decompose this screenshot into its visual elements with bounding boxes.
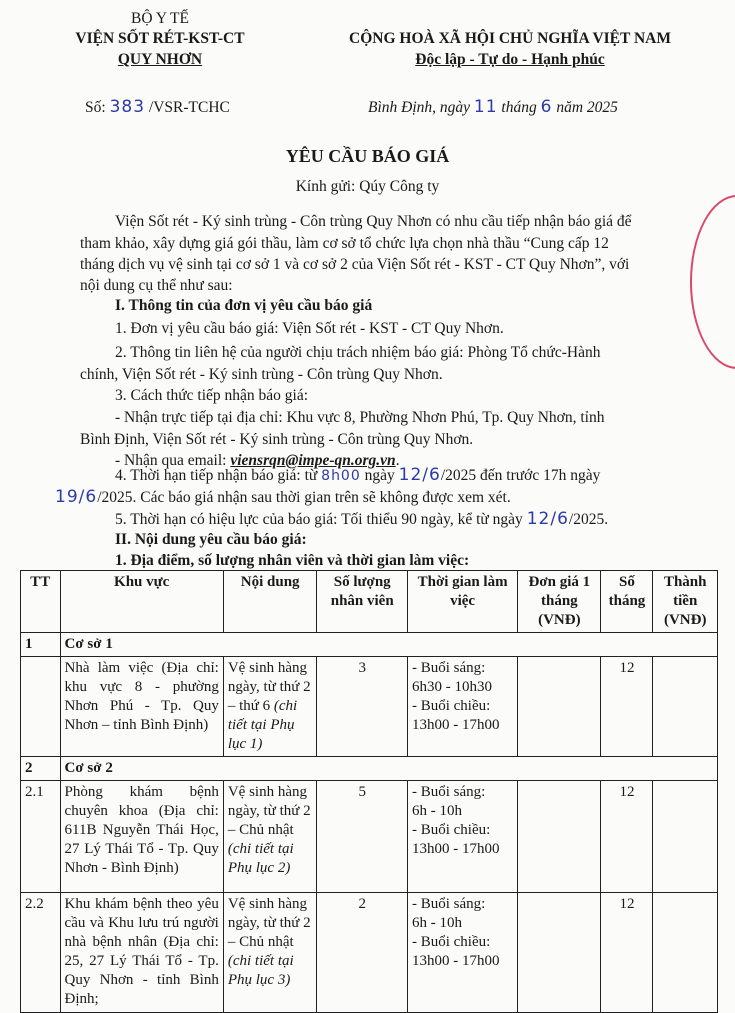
- ministry-name: BỘ Y TẾ: [131, 10, 189, 27]
- header-tt: TT: [21, 571, 61, 633]
- section-1-item-2b: chính, Viện Sốt rét - Ký sinh trùng - Côn trùng Quy Nhơn.: [80, 366, 443, 383]
- email-end: .: [395, 452, 400, 469]
- section-2-heading: II. Nội dung yêu cầu báo giá:: [115, 531, 307, 548]
- cell-total: [653, 781, 718, 893]
- header-content: Nội dung: [223, 571, 317, 633]
- cell-price: [518, 657, 601, 757]
- section-2-sub-1: 1. Địa điểm, số lượng nhân viên và thời gian làm việc:: [115, 552, 470, 569]
- group-name: Cơ sở 2: [60, 757, 717, 781]
- cell-content: [223, 893, 317, 1013]
- cell-area: Phòng khám bệnh chuyên khoa (Địa chỉ: 611B Nguyễn Thái Học, 27 Lý Thái Tổ - Tp. Quy Nhơn - Bình Định): [60, 781, 223, 893]
- table-row: [21, 781, 718, 893]
- date-text-2: tháng: [501, 99, 537, 116]
- section-1-heading: I. Thông tin của đơn vị yêu cầu báo giá: [115, 297, 373, 314]
- section-1-item-4: [115, 465, 600, 485]
- service-table: [20, 570, 718, 1013]
- cell-content: [223, 657, 317, 757]
- document-number: [85, 97, 230, 117]
- ref-prefix: Số:: [85, 99, 106, 116]
- table-row: [21, 893, 718, 1013]
- group-name: Cơ sở 1: [60, 633, 717, 657]
- country-name: CỘNG HOÀ XÃ HỘI CHỦ NGHĨA VIỆT NAM: [349, 30, 671, 47]
- header-staff: Số lượng nhân viên: [317, 571, 408, 633]
- institute-name: VIỆN SỐT RÉT-KST-CT: [75, 30, 245, 47]
- cell-time: [407, 657, 517, 757]
- red-stamp-edge: [690, 195, 735, 369]
- time-line: - Buổi sáng:: [411, 784, 486, 800]
- time-line: - Buổi sáng:: [411, 896, 486, 912]
- email-link[interactable]: viensrqn@impe-qn.org.vn: [230, 452, 396, 469]
- motto-text: Độc lập - Tự do - Hạnh phúc: [415, 51, 605, 68]
- time-line: 13h00 - 17h00: [411, 953, 500, 969]
- intro-line-2: tham khảo, xây dựng giá gói thầu, làm cơ sở tổ chức lựa chọn nhà thầu “Cung cấp 12: [80, 235, 609, 252]
- item5-month: 6: [557, 509, 569, 529]
- ref-number: 383: [109, 97, 146, 117]
- cell-months: 12: [601, 657, 653, 757]
- date-text-3: năm 2025: [556, 99, 618, 116]
- cell-area: Nhà làm việc (Địa chỉ: khu vực 8 - phường Nhơn Phú - Tp. Quy Nhơn – tỉnh Bình Định): [60, 657, 223, 757]
- cell-time: [407, 781, 517, 893]
- item4-day: 12: [398, 465, 423, 485]
- motto: [305, 51, 715, 69]
- cell-tt: 2.2: [21, 893, 61, 1013]
- item4-text-c: /2025 đến trước 17h ngày: [440, 467, 601, 484]
- item4-text-a: 4. Thời hạn tiếp nhận báo giá: từ: [115, 467, 318, 484]
- ref-suffix: /VSR-TCHC: [148, 99, 230, 116]
- time-line: - Buổi chiều:: [411, 822, 491, 838]
- cell-time: [407, 893, 517, 1013]
- item4-month-2: 6: [85, 487, 98, 507]
- group-tt: 1: [21, 633, 61, 657]
- group-tt: 2: [21, 757, 61, 781]
- cell-staff: 2: [317, 893, 408, 1013]
- time-line: 13h00 - 17h00: [411, 717, 500, 733]
- content-text: Vệ sinh hàng ngày, từ thứ 2 – Chủ nhật: [227, 784, 311, 838]
- content-note: (chi tiết tại Phụ lục 2): [227, 841, 294, 876]
- section-1-item-3: 3. Cách thức tiếp nhận báo giá:: [115, 387, 309, 404]
- cell-area: Khu khám bệnh theo yêu cầu và Khu lưu trú người nhà bệnh nhân (Địa chỉ: 25, 27 Lý Thái Tổ - Tp. Quy Nhơn - tỉnh Bình Định;: [60, 893, 223, 1013]
- header-area: Khu vực: [60, 571, 223, 633]
- item5-day: 12: [526, 509, 551, 529]
- intro-line-1: Viện Sốt rét - Ký sinh trùng - Côn trùng Quy Nhơn có nhu cầu tiếp nhận báo giá để: [115, 213, 632, 230]
- content-text: Vệ sinh hàng ngày, từ thứ 2 – thứ 6: [227, 660, 311, 714]
- header-price: Đơn giá 1 tháng (VNĐ): [518, 571, 601, 633]
- time-line: 13h00 - 17h00: [411, 841, 500, 857]
- table-row: [21, 657, 718, 757]
- issue-date: [368, 97, 618, 117]
- header-time: Thời gian làm việc: [407, 571, 517, 633]
- time-line: - Buổi chiều:: [411, 698, 491, 714]
- section-1-item-1: 1. Đơn vị yêu cầu báo giá: Viện Sốt rét - KST - CT Quy Nhơn.: [115, 320, 504, 337]
- section-1-item-4-cont: [55, 487, 511, 507]
- document-title: YÊU CẦU BÁO GIÁ: [285, 146, 450, 166]
- content-note: (chi tiết tại Phụ lục 3): [227, 953, 294, 988]
- time-line: - Buổi chiều:: [411, 934, 491, 950]
- time-line: 6h30 - 10h30: [411, 679, 492, 695]
- institute-city: [50, 51, 270, 69]
- content-note: (chi tiết tại Phụ lục 1): [227, 698, 298, 752]
- item4-text-d: /2025. Các báo giá nhận sau thời gian trên sẽ không được xem xét.: [97, 489, 511, 506]
- cell-staff: 3: [317, 657, 408, 757]
- date-day: 11: [473, 97, 498, 117]
- section-1-item-3a-2: Bình Định, Viện Sốt rét - Ký sinh trùng - Côn trùng Quy Nhơn.: [80, 431, 474, 448]
- header-total: Thành tiền (VNĐ): [653, 571, 718, 633]
- section-1-item-5: [115, 509, 608, 529]
- item5-sep: /: [550, 509, 558, 529]
- item4-text-b: ngày: [364, 467, 395, 484]
- time-line: - Buổi sáng:: [411, 660, 486, 676]
- cell-tt: 2.1: [21, 781, 61, 893]
- item4-month: 6: [429, 465, 441, 485]
- item4-day-2: 19: [55, 487, 79, 507]
- institute-city-text: QUY NHƠN: [117, 51, 203, 68]
- time-line: 6h - 10h: [411, 803, 462, 819]
- cell-price: [518, 781, 601, 893]
- intro-line-4: nội dung cụ thể như sau:: [80, 277, 233, 294]
- email-label: - Nhận qua email:: [115, 452, 227, 469]
- cell-months: 12: [601, 781, 653, 893]
- table-group-row: [21, 757, 718, 781]
- cell-content: [223, 781, 317, 893]
- item4-time: 8h00: [321, 468, 361, 484]
- cell-staff: 5: [317, 781, 408, 893]
- cell-tt: [21, 657, 61, 757]
- section-1-item-2a: 2. Thông tin liên hệ của người chịu trách nhiệm báo giá: Phòng Tổ chức-Hành: [115, 344, 601, 361]
- item5-text-a: 5. Thời hạn có hiệu lực của báo giá: Tối thiểu 90 ngày, kể từ ngày: [115, 511, 523, 528]
- date-text-1: Bình Định, ngày: [368, 99, 471, 116]
- greeting: Kính gửi: Qúy Công ty: [295, 178, 440, 195]
- cell-months: 12: [601, 893, 653, 1013]
- item4-sep-2: /: [78, 487, 86, 507]
- item4-sep: /: [422, 465, 430, 485]
- cell-total: [653, 657, 718, 757]
- time-line: 6h - 10h: [411, 915, 462, 931]
- cell-total: [653, 893, 718, 1013]
- content-text: Vệ sinh hàng ngày, từ thứ 2 – Chủ nhật: [227, 896, 311, 950]
- date-month: 6: [540, 97, 553, 117]
- section-1-item-3a-1: - Nhận trực tiếp tại địa chỉ: Khu vực 8, Phường Nhơn Phú, Tp. Quy Nhơn, tỉnh: [115, 409, 605, 426]
- table-header-row: [21, 571, 718, 633]
- intro-line-3: tháng dịch vụ vệ sinh tại cơ sở 1 và cơ sở 2 của Viện Sốt rét - KST - CT Quy Nhơn”, với: [80, 256, 630, 273]
- item5-text-b: /2025.: [568, 511, 609, 528]
- cell-price: [518, 893, 601, 1013]
- header-months: Số tháng: [601, 571, 653, 633]
- table-group-row: [21, 633, 718, 657]
